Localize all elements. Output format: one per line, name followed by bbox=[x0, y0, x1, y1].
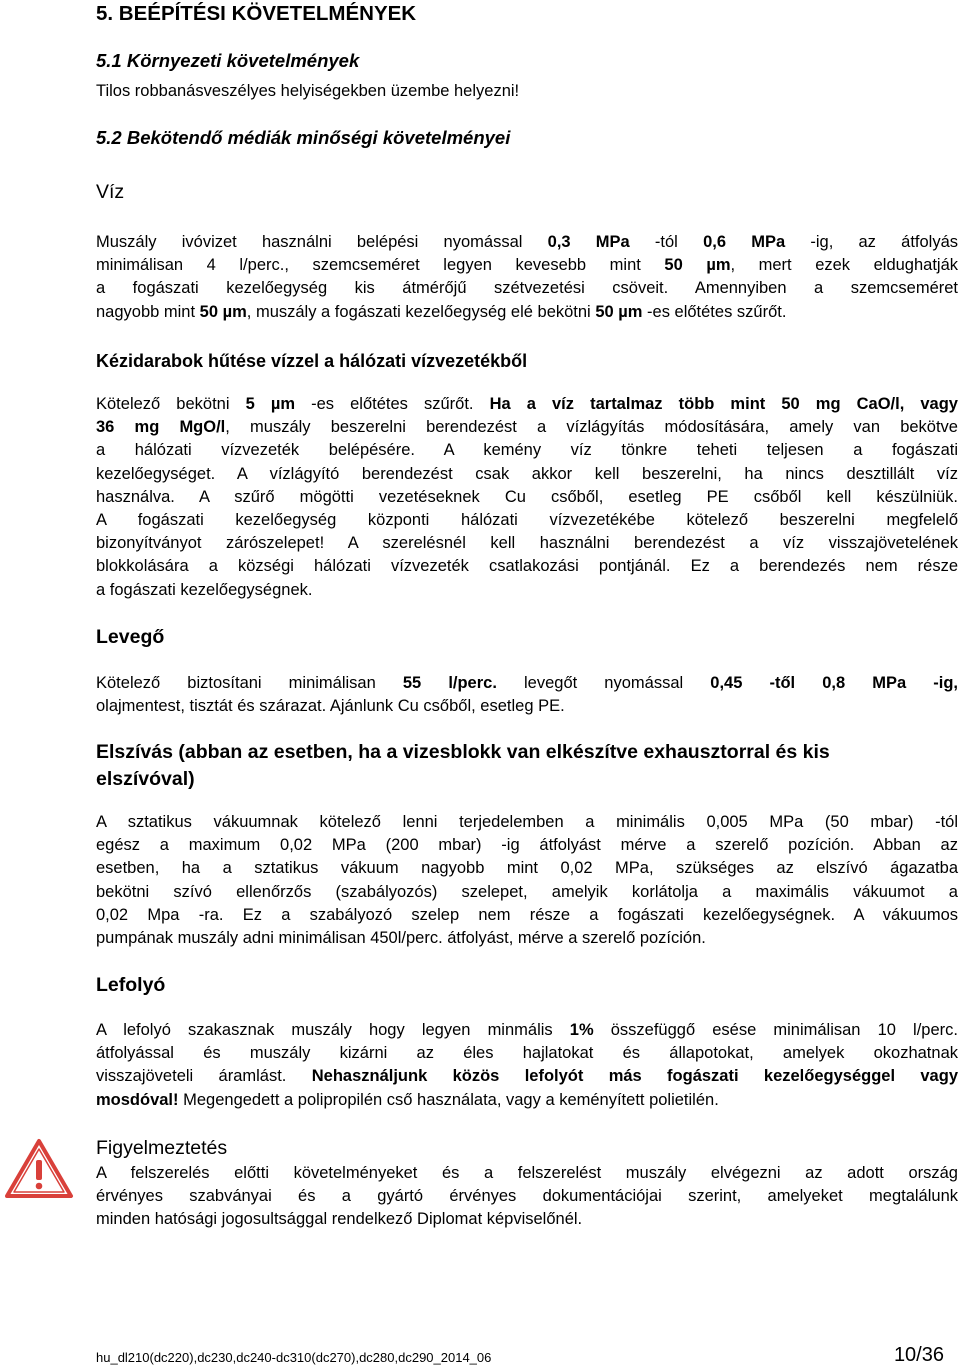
text-line: a fogászati kezelőegységnek. bbox=[96, 580, 313, 599]
page-number: 10/36 bbox=[893, 1344, 944, 1366]
text-line: bizonyítványot zárószelepet! A szerelésnél kell használni berendezést a víz visszajövetelének bbox=[96, 534, 958, 553]
text-line: mosdóval! Megengedett a polipropilén cső használata, vagy a keményített polietilén. bbox=[96, 1090, 719, 1109]
air-title: Levegő bbox=[96, 626, 165, 648]
text-line: bekötni szívó ellenőrzős (szabályozós) szelepet, amelyik korlátolja a maximális vákuumot a bbox=[96, 882, 958, 901]
text-line: egész a maximum 0,02 MPa (200 mbar) -ig átfolyást mérve a szerelő pozíción. Abban az bbox=[96, 836, 958, 855]
suction-title-line-1: Elszívás (abban az esetben, ha a vizesblokk van elkészítve exhausztorral és kis bbox=[96, 741, 830, 763]
text-line: A lefolyó szakasznak muszály hogy legyen minmális 1% összefüggő esése minimálisan 10 l/perc. bbox=[96, 1021, 958, 1039]
water-paragraph bbox=[96, 231, 958, 324]
handpiece-cooling-paragraph bbox=[96, 393, 958, 602]
text-line: minden hatósági jogosultsággal rendelkező Diplomat képviselőnél. bbox=[96, 1210, 583, 1229]
text-line: nagyobb mint 50 µm, muszály a fogászati kezelőegység elé bekötni 50 µm -es előtétes szűrőt. bbox=[96, 302, 787, 321]
air-paragraph bbox=[96, 672, 958, 718]
text-line: A fogászati kezelőegység központi hálózati vízvezetékébe kötelező beszerelni megfelelő bbox=[96, 511, 958, 530]
text-line: Kötelező bekötni 5 µm -es előtétes szűrőt. Ha a víz tartalmaz több mint 50 mg CaO/l, vagy bbox=[96, 395, 958, 413]
water-title: Víz bbox=[96, 181, 125, 203]
text-line: 36 mg MgO/l, muszály beszerelni berendezést a vízlágyítás módosítására, amely van bekötve bbox=[96, 418, 958, 437]
text-line: A felszerelés előtti követelményeket és a felszerelést muszály elvégezni az adott ország bbox=[96, 1164, 958, 1182]
handpiece-cooling-title: Kézidarabok hűtése vízzel a hálózati vízvezetékből bbox=[96, 351, 528, 371]
chapter-title: 5. BEÉPÍTÉSI KÖVETELMÉNYEK bbox=[96, 2, 417, 25]
text-line: blokkolására a községi hálózati vízvezeték csatlakozási pontjánál. Ez a berendezés nem része bbox=[96, 557, 958, 576]
section-title-environment: 5.1 Környezeti követelmények bbox=[96, 50, 360, 71]
drain-paragraph bbox=[96, 1019, 958, 1112]
suction-title-line-2: elszívóval) bbox=[96, 768, 195, 790]
document-code: hu_dl210(dc220),dc230,dc240-dc310(dc270),dc280,dc290_2014_06 bbox=[96, 1350, 492, 1365]
text-line: A sztatikus vákuumnak kötelező lenni terjedelemben a minimális 0,005 MPa (50 mbar) -tól bbox=[96, 813, 958, 831]
text-line: esetben, ha a sztatikus vákuum nagyobb mint 0,02 MPa, szükséges az elszívó ágazatba bbox=[96, 859, 958, 878]
text-line: Kötelező biztosítani minimálisan 55 l/perc. levegőt nyomással 0,45 -től 0,8 MPa -ig, bbox=[96, 674, 958, 692]
warning-triangle-icon bbox=[4, 1138, 74, 1200]
text-line: a hálózati vízvezeték belépésére. A kemény víz tönkre teheti teljesen a fogászati bbox=[96, 441, 958, 460]
suction-paragraph bbox=[96, 811, 958, 950]
text-line: Muszály ivóvizet használni belépési nyomással 0,3 MPa -tól 0,6 MPa -ig, az átfolyás bbox=[96, 233, 959, 251]
section-title-media: 5.2 Bekötendő médiák minőségi követelményei bbox=[96, 127, 511, 148]
text-line: átfolyással és muszály kizárni az éles hajlatokat és állapotokat, amelyek okozhatnak bbox=[96, 1044, 958, 1063]
text-line: kezelőegységet. A vízlágyító berendezést csak akkor kell beszerelni, ha nincs desztillált víz bbox=[96, 464, 958, 483]
text-line: a fogászati kezelőegység kis átmérőjű szétvezetési csöveit. Amennyiben a szemcseméret bbox=[96, 279, 958, 298]
warning-title: Figyelmeztetés bbox=[96, 1137, 228, 1159]
text-line: 0,02 Mpa -ra. Ez a szabályozó szelep nem része a fogászati kezelőegységnek. A vákuumos bbox=[96, 905, 958, 924]
text-line: olajmentest, tisztát és szárazat. Ajánlunk Cu csőből, esetleg PE. bbox=[96, 697, 565, 716]
environment-text: Tilos robbanásveszélyes helyiségekben üzembe helyezni! bbox=[96, 82, 520, 100]
text-line: érvényes szabványai és a gyártó érvényes dokumentációjai szerint, amelyeket megtalálunk bbox=[96, 1187, 958, 1206]
text-line: használva. A szűrő mögötti vezetéseknek Cu csőből, esetleg PE csőből kell készülniük. bbox=[96, 487, 958, 506]
drain-title: Lefolyó bbox=[96, 974, 166, 996]
text-line: pumpának muszály adni minimálisan 450l/perc. átfolyást, mérve a szerelő pozíción. bbox=[96, 929, 706, 948]
text-line: minimálisan 4 l/perc., szemcseméret legyen kevesebb mint 50 µm, mert ezek eldughatják bbox=[96, 256, 959, 275]
text-line: visszajöveteli áramlást. Nehasználjunk közös lefolyót más fogászati kezelőegységgel vagy bbox=[96, 1067, 958, 1086]
warning-paragraph bbox=[96, 1162, 958, 1232]
